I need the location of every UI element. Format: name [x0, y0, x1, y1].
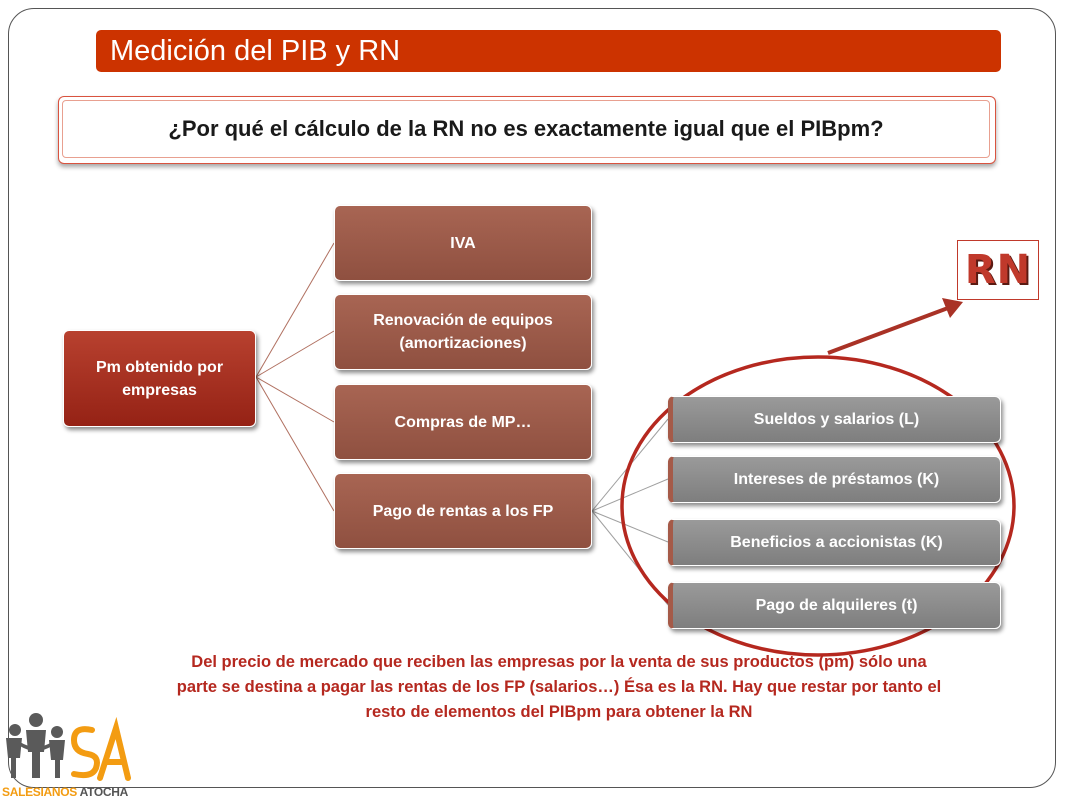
logo-wordmark [2, 785, 128, 799]
diagram-leaf-label: Sueldos y salarios (L) [753, 411, 920, 428]
diagram-node-label: Renovación de equipos (amortizaciones) [373, 312, 553, 352]
arrow-line [828, 308, 948, 353]
diagram-leaf-intereses [668, 456, 1001, 503]
diagram-root-label: Pm obtenido por empresas [95, 358, 224, 399]
connector-root-pago [256, 377, 334, 511]
question-text: ¿Por qué el cálculo de la RN no es exactamente igual que el PIBpm? [168, 116, 884, 141]
diagram-leaf-label: Beneficios a accionistas (K) [730, 534, 943, 551]
diagram-leaf-beneficios [668, 519, 1001, 566]
diagram-node-iva [334, 205, 592, 281]
connector-root-renovacion [256, 331, 334, 377]
salesianos-atocha-logo [0, 708, 140, 800]
diagram-root-node [63, 330, 256, 427]
connector-root-compras [256, 377, 334, 422]
diagram-node-label: Pago de rentas a los FP [372, 502, 554, 520]
diagram-node-label: Compras de MP… [394, 413, 532, 431]
logo-word-salesianos: SALESIANOS [2, 785, 78, 799]
connector-pago-beneficios [592, 511, 668, 542]
logo-word-atocha: ATOCHA [79, 785, 129, 799]
diagram-leaf-label: Intereses de préstamos (K) [733, 471, 940, 488]
diagram-leaf-sueldos [668, 396, 1001, 443]
diagram-node-pago-rentas [334, 473, 592, 549]
slide-title: Medición del PIB y RN [96, 30, 1001, 72]
diagram-node-renovacion [334, 294, 592, 370]
rn-callout-text: RN [964, 247, 1032, 293]
connector-root-iva [256, 243, 334, 377]
explanation-text: Del precio de mercado que reciben las empresas por la venta de sus productos (pm) sólo una parte se destina a pagar las rentas de los FP (salarios…) Ésa es la RN. Hay que restar por tanto el resto de elementos del PIBpm para obtener la RN [176, 653, 942, 721]
diagram-node-label: IVA [450, 234, 476, 252]
diagram-node-compras [334, 384, 592, 460]
rn-callout-box [957, 240, 1039, 300]
logo-figures-icon [0, 708, 140, 788]
diagram-leaf-label: Pago de alquileres (t) [755, 597, 918, 614]
diagram-leaf-alquileres [668, 582, 1001, 629]
connector-pago-intereses [592, 479, 668, 511]
